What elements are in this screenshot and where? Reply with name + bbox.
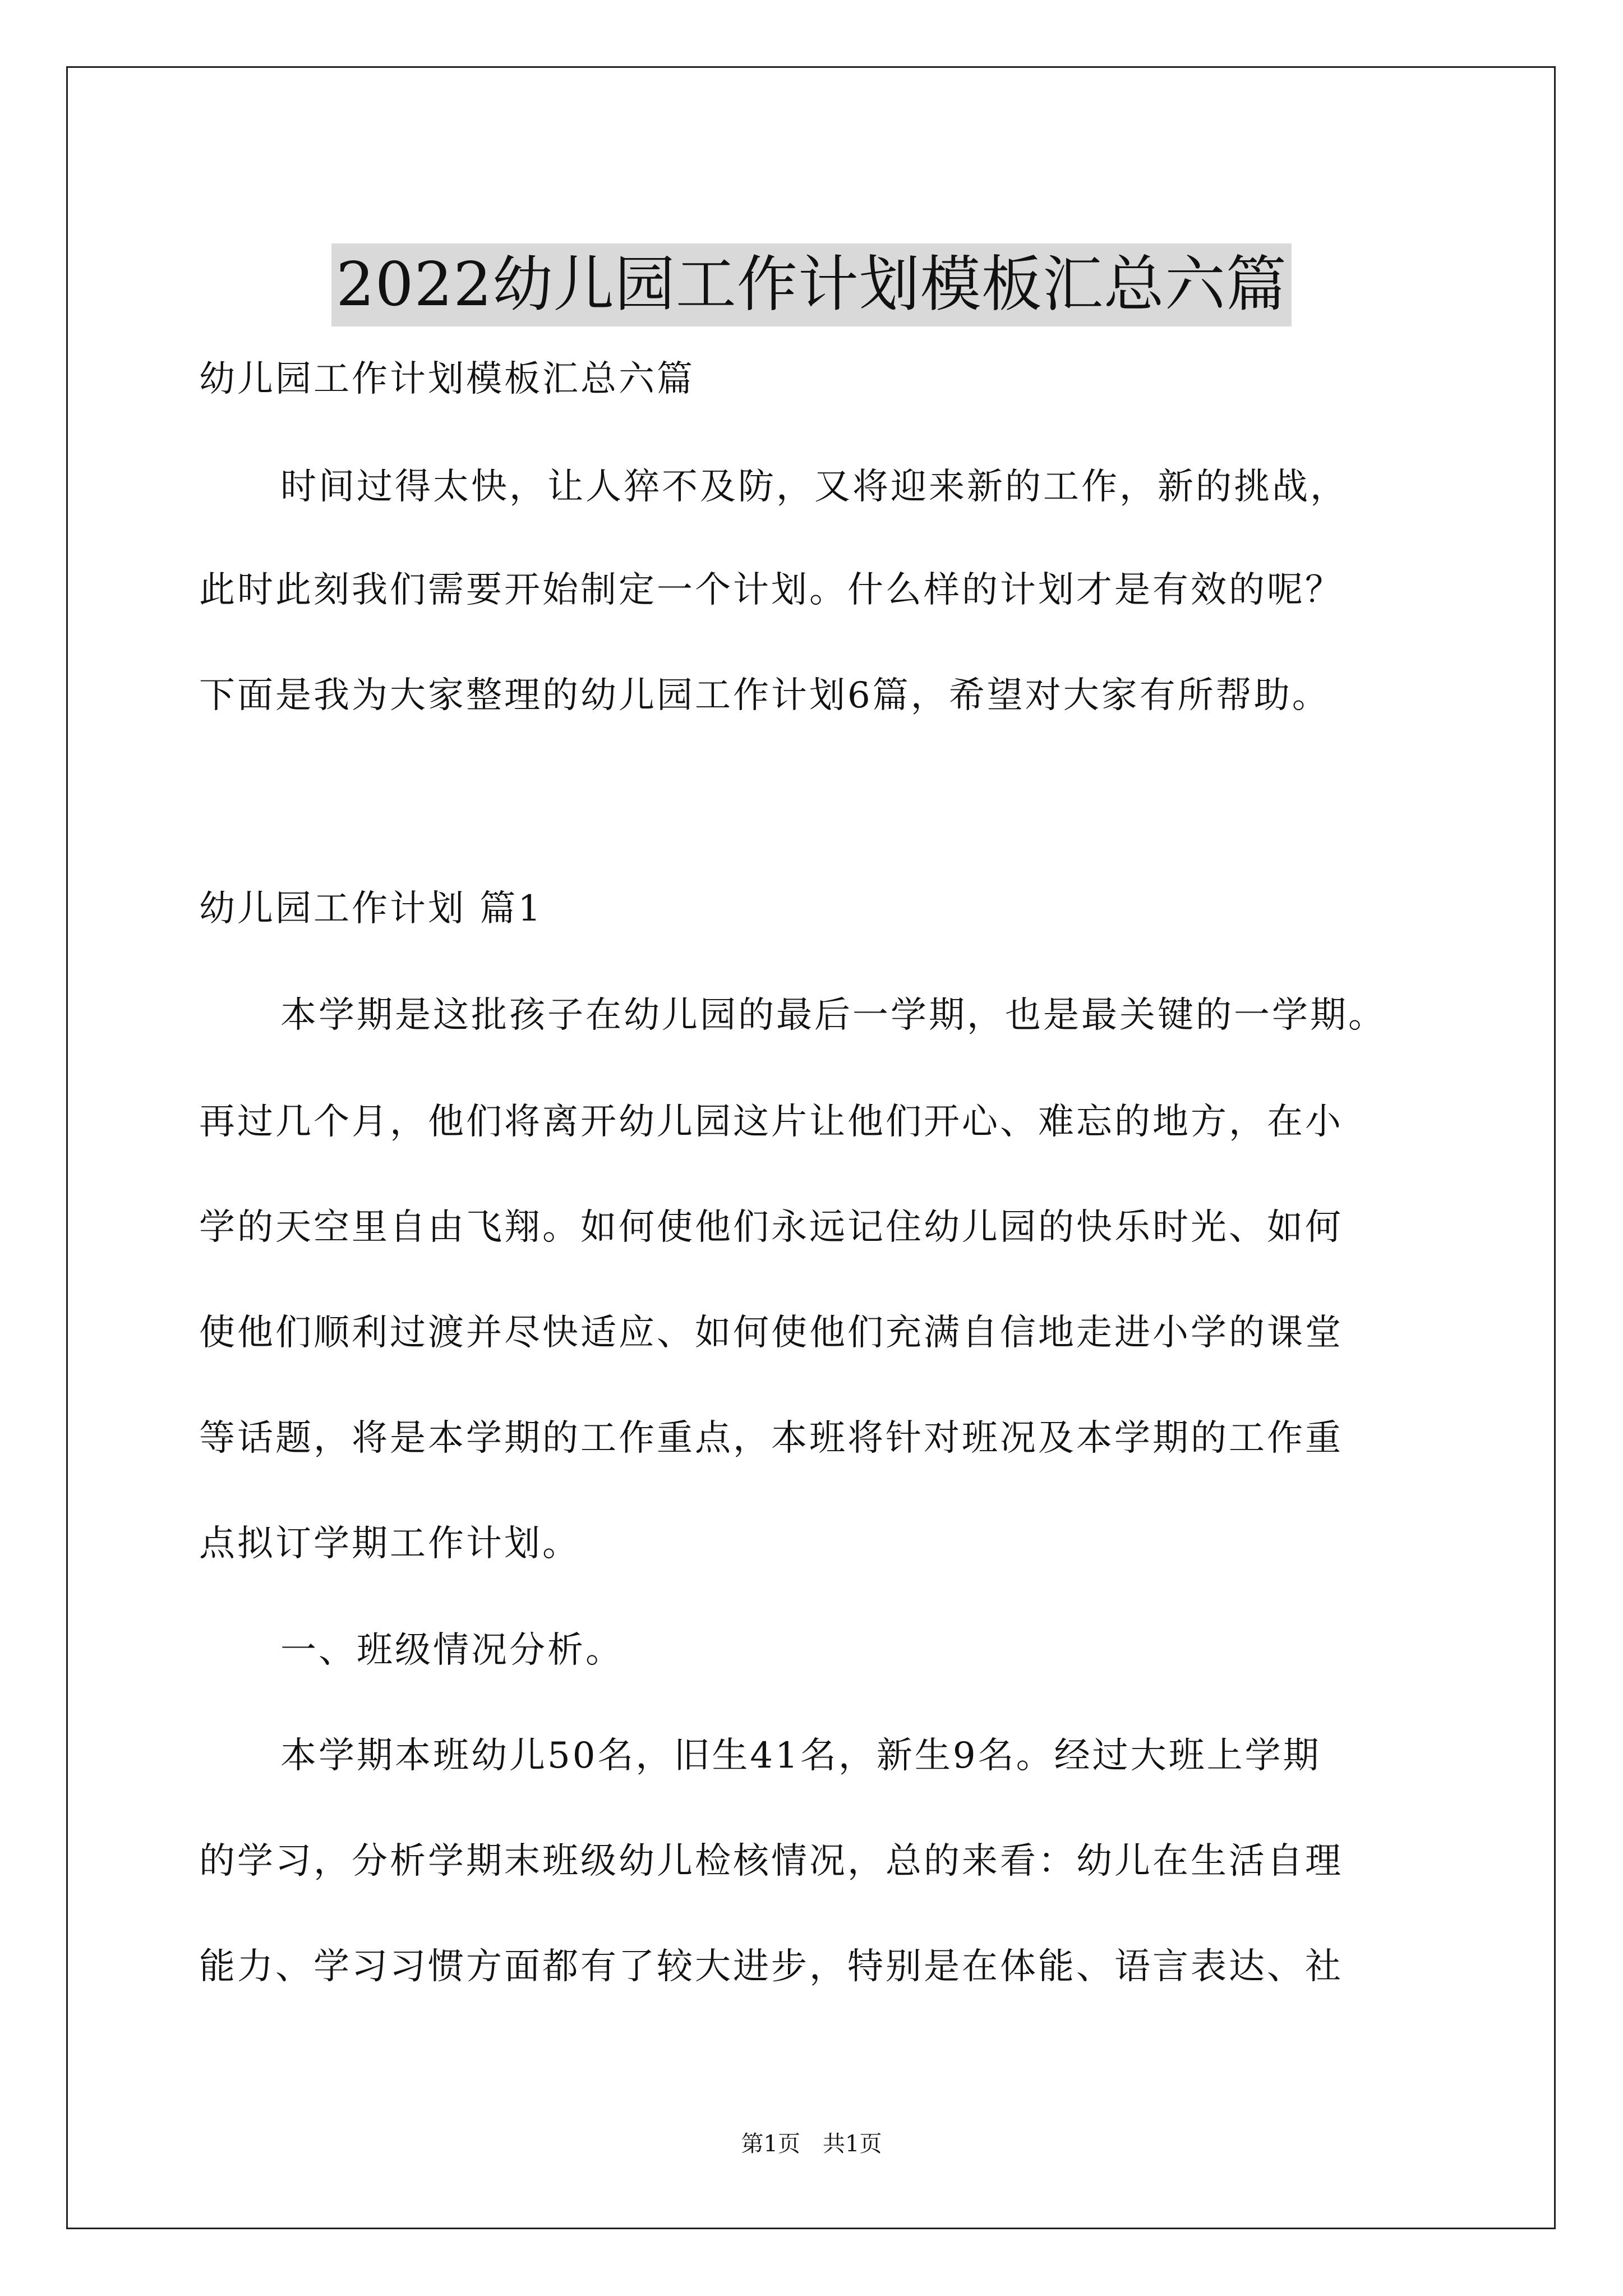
paragraph-line: 使他们顺利过渡并尽快适应、如何使他们充满自信地走进小学的课堂	[199, 1312, 1343, 1354]
paragraph-line: 点拟订学期工作计划。	[199, 1523, 580, 1565]
paragraph-line: 学的天空里自由飞翔。如何使他们永远记住幼儿园的快乐时光、如何	[199, 1207, 1343, 1248]
paragraph-line: 此时此刻我们需要开始制定一个计划。什么样的计划才是有效的呢？	[199, 569, 1343, 611]
paragraph-line: 本学期是这批孩子在幼儿园的最后一学期，也是最关键的一学期。	[280, 995, 1386, 1036]
title-container	[0, 203, 1623, 367]
paragraph-line: 等话题，将是本学期的工作重点，本班将针对班况及本学期的工作重	[199, 1418, 1343, 1459]
paragraph-line: 时间过得太快，让人猝不及防，又将迎来新的工作，新的挑战，	[280, 466, 1348, 508]
page-number-footer: 第1页 共1页	[741, 2131, 882, 2157]
paragraph-line: 下面是我为大家整理的幼儿园工作计划6篇，希望对大家有所帮助。	[199, 675, 1330, 716]
document-subtitle: 幼儿园工作计划模板汇总六篇	[199, 358, 695, 400]
paragraph-line: 能力、学习习惯方面都有了较大进步，特别是在体能、语言表达、社	[199, 1946, 1343, 1987]
subsection-heading: 一、班级情况分析。	[280, 1630, 624, 1671]
paragraph-line: 再过几个月，他们将离开幼儿园这片让他们开心、难忘的地方，在小	[199, 1101, 1343, 1143]
document-title: 2022幼儿园工作计划模板汇总六篇	[331, 243, 1292, 326]
paragraph-line: 本学期本班幼儿50名，旧生41名，新生9名。经过大班上学期	[280, 1735, 1321, 1777]
section-heading: 幼儿园工作计划 篇1	[199, 888, 543, 930]
paragraph-line: 的学习，分析学期末班级幼儿检核情况，总的来看：幼儿在生活自理	[199, 1841, 1343, 1882]
